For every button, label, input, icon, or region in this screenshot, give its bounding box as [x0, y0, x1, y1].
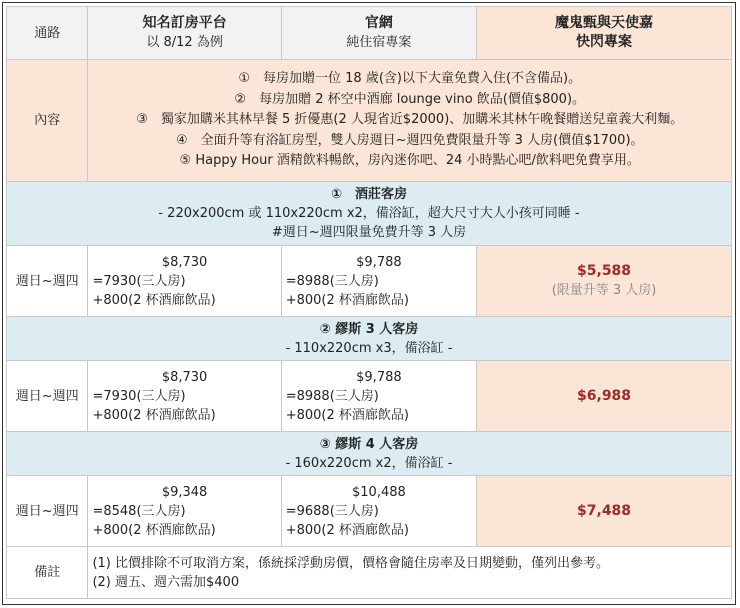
special-price-cell [477, 246, 732, 317]
content-item: ④ 全面升等有浴缸房型，雙人房週日~週四免費限量升等 3 人房(價值$1700)。 [175, 132, 644, 148]
room-header [7, 182, 732, 246]
platform-title: 知名訂房平台 [142, 15, 227, 31]
platform-price: $8,730 [161, 254, 208, 270]
row-label: 週日~週四 [7, 246, 88, 317]
room-header-row [7, 182, 732, 246]
platform-price-cell [88, 361, 281, 432]
room-title: ① 酒莊客房 [330, 187, 407, 202]
header-label: 通路 [7, 7, 88, 60]
row-label: 週日~週四 [7, 476, 88, 547]
special-price-cell [477, 361, 732, 432]
note-item: (2) 週五、週六需加$400 [92, 574, 240, 590]
price-room-part: =8988(三人房) [285, 273, 379, 289]
platform-price: $8,730 [161, 369, 208, 385]
price-room-part: =7930(三人房) [92, 388, 186, 404]
official-price: $9,788 [356, 369, 402, 385]
content-item: ③ 獨家加購米其林早餐 5 折優惠(2 人現省近$2000)、加購米其林午晚餐贈送兒童義大利麵。 [136, 112, 684, 128]
room-header-row [7, 317, 732, 361]
price-comparison-table [6, 6, 732, 599]
content-item: ⑤ Happy Hour 酒精飲料暢飲，房內迷你吧、24 小時點心吧/飲料吧免費享用。 [179, 153, 640, 169]
header-col-special [477, 7, 732, 60]
content-row [7, 60, 732, 182]
price-room-part: =7930(三人房) [92, 273, 186, 289]
price-drink-part: +800(2 杯酒廊飲品) [285, 522, 409, 538]
row-label: 週日~週四 [7, 361, 88, 432]
price-room-part: =9688(三人房) [285, 503, 379, 519]
note-item: (1) 比價排除不可取消方案，係統採浮動房價，價格會隨住房率及日期變動，僅列出參考。 [92, 555, 610, 571]
price-drink-part: +800(2 杯酒廊飲品) [92, 292, 216, 308]
header-col-platform [88, 7, 281, 60]
header-row [7, 7, 732, 60]
room-title: ② 繆斯 3 人客房 [319, 321, 419, 337]
price-row [7, 246, 732, 317]
official-price-cell [281, 246, 476, 317]
platform-price-cell [88, 246, 281, 317]
platform-subtitle: 以 8/12 為例 [146, 35, 223, 50]
special-price: $5,588 [577, 263, 632, 279]
room-header-row [7, 432, 732, 476]
special-price-note: (限量升等 3 人房) [551, 283, 657, 298]
price-room-part: =8988(三人房) [285, 388, 379, 404]
room-desc: - 160x220cm x2，備浴缸 - [285, 455, 453, 471]
official-subtitle: 純住宿專案 [346, 35, 412, 50]
official-title: 官網 [364, 15, 393, 31]
price-drink-part: +800(2 杯酒廊飲品) [92, 407, 216, 423]
price-drink-part: +800(2 杯酒廊飲品) [285, 292, 409, 308]
room-desc: #週日~週四限量免費升等 3 人房 [271, 225, 467, 240]
official-price: $9,788 [356, 254, 402, 270]
platform-price-cell [88, 476, 281, 547]
price-room-part: =8548(三人房) [92, 503, 186, 519]
notes-row [7, 547, 732, 599]
content-label: 內容 [7, 60, 88, 182]
room-header [7, 317, 732, 361]
special-subtitle: 快閃專案 [576, 34, 633, 50]
price-row [7, 361, 732, 432]
platform-price: $9,348 [161, 484, 208, 500]
notes-label: 備註 [7, 547, 88, 599]
room-desc: - 220x200cm 或 110x220cm x2，備浴缸，超大尺寸大人小孩可同睡 - [158, 206, 580, 221]
content-list [88, 60, 732, 182]
official-price-cell [281, 476, 476, 547]
special-title: 魔鬼甄與天使嘉 [555, 15, 654, 31]
room-title: ③ 繆斯 4 人客房 [319, 436, 419, 452]
notes-list [88, 547, 732, 599]
room-desc: - 110x220cm x3，備浴缸 - [285, 340, 453, 356]
official-price: $10,488 [352, 484, 406, 500]
price-drink-part: +800(2 杯酒廊飲品) [285, 407, 409, 423]
price-drink-part: +800(2 杯酒廊飲品) [92, 522, 216, 538]
content-item: ① 每房加贈一位 18 歲(含)以下大童免費入住(不含備品)。 [238, 71, 582, 87]
special-price-cell [477, 476, 732, 547]
room-header [7, 432, 732, 476]
special-price: $6,988 [577, 387, 632, 404]
header-col-official [281, 7, 476, 60]
official-price-cell [281, 361, 476, 432]
price-row [7, 476, 732, 547]
content-item: ② 每房加贈 2 杯空中酒廊 lounge vino 飲品(價值$800)。 [234, 91, 586, 107]
special-price: $7,488 [577, 502, 632, 519]
